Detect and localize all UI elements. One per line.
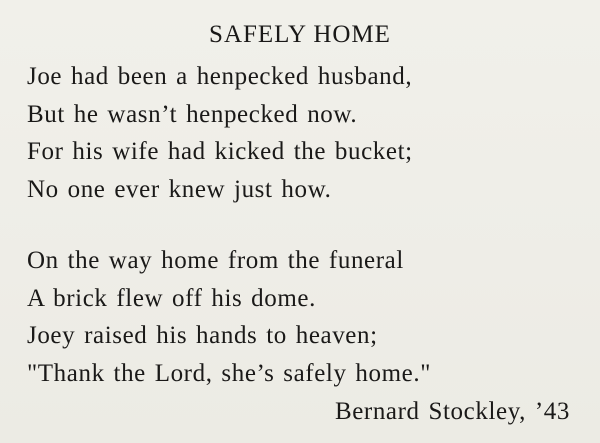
poem-line: No one ever knew just how. [27,175,332,203]
poem-line: For his wife had kicked the bucket; [27,138,413,165]
poem-line: A brick flew off his dome. [27,284,316,312]
poem-byline: Bernard Stockley, ’43 [334,398,570,425]
poem-line: "Thank the Lord, she’s safely home." [27,359,431,387]
poem-line: On the way home from the funeral [27,247,404,274]
poem-title: SAFELY HOME [209,21,391,48]
stanza-2 [27,242,431,392]
stanza-1 [27,58,413,208]
poem-line: Joe had been a henpecked husband, [27,63,413,90]
poem-line: Joey raised his hands to heaven; [27,322,378,349]
poem-line: But he wasn’t henpecked now. [27,100,358,128]
